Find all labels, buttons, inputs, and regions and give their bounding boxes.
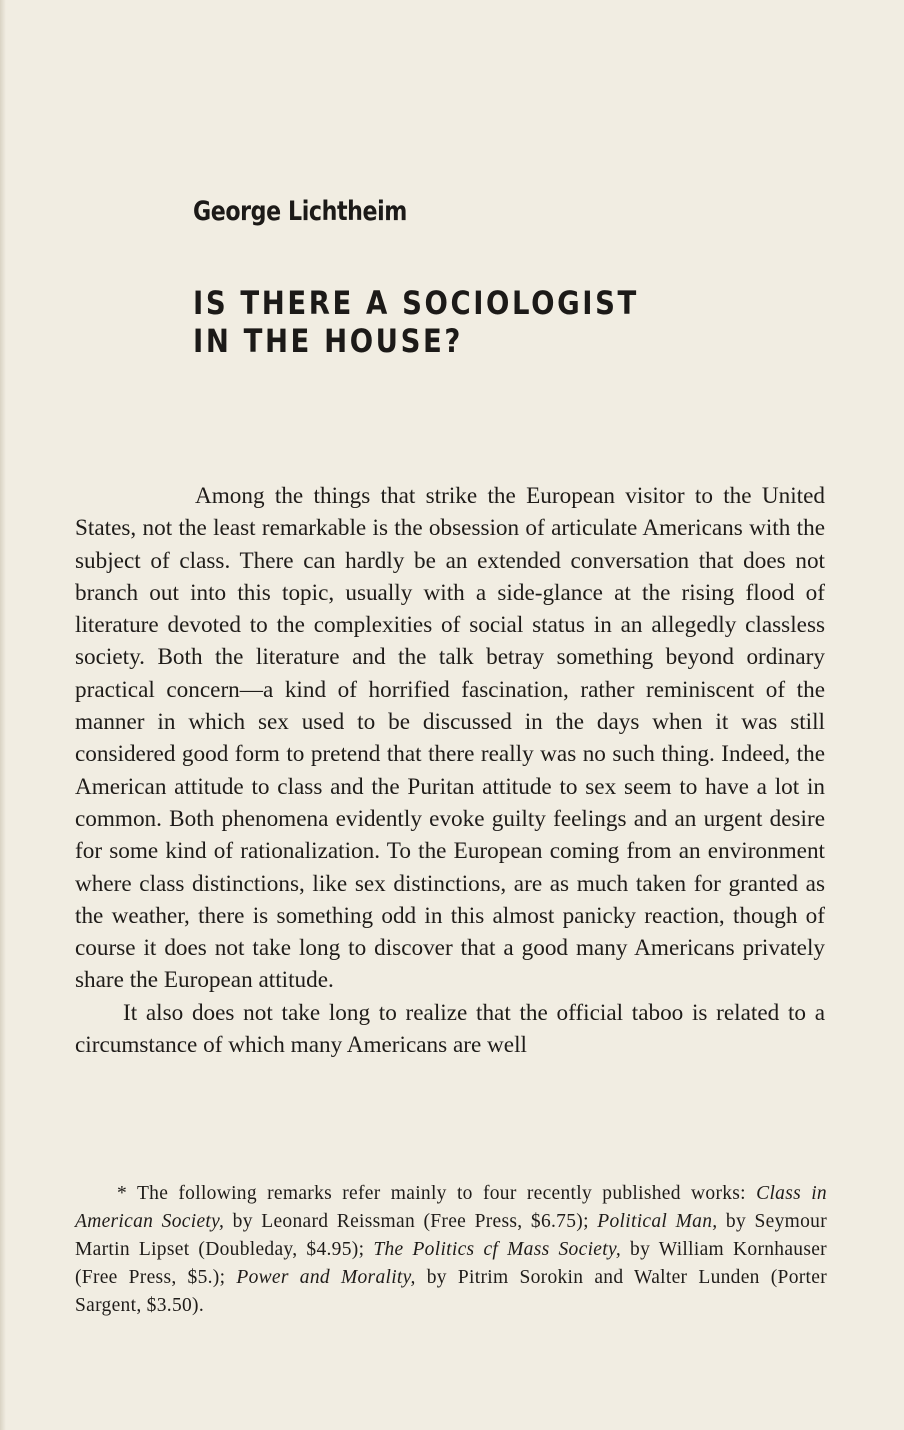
footnote-work-details: by Seymour Martin Lipset (Doubleday, $4.95);: [75, 1211, 828, 1260]
footnote-text: [75, 1180, 827, 1320]
footnote-work-title: Power and Morality,: [236, 1267, 416, 1288]
article-title: [193, 284, 639, 360]
footnote-intro: The following remarks refer mainly to four recently published works:: [136, 1183, 746, 1204]
body-paragraph-2: It also does not take long to realize that the official taboo is related to a circumstance of which many Americans are well: [75, 999, 825, 1059]
footnote-work-details: by Leonard Reissman (Free Press, $6.75);: [232, 1211, 589, 1232]
footnote-work-details: by Pitrim Sorokin and Walter Lunden (Porter Sargent, $3.50).: [75, 1267, 828, 1316]
footnote-work-title: Class in American Society,: [75, 1183, 827, 1232]
body-paragraph-1: Among the things that strike the European visitor to the United States, not the least remarkable is the obsession of articulate Americans with the subject of class. There can hardly be an extended conversation that does not branch out into this topic, usually with a side-glance at the rising flood of literature devoted to the complexities of social status in an allegedly classless society. Both the literature and the talk betray something beyond ordinary practical concern—a kind of horrified fascination, rather reminiscent of the manner in which sex used to be discussed in the days when it was still considered good form to pretend that there really was no such thing. Indeed, the American attitude to class and the Puritan attitude to sex seem to have a lot in common. Both phenomena evidently evoke guilty feelings and an urgent desire for some kind of rationalization. To the European coming from an environment where class distinctions, like sex distinctions, are as much taken for granted as the weather, there is something odd in this almost panicky reaction, though of course it does not take long to discover that a good many Americans privately share the European attitude.: [75, 483, 825, 994]
author-name: George Lichtheim: [193, 196, 407, 227]
footnote-work-title: The Politics cf Mass Society,: [373, 1239, 622, 1260]
footnote-work-details: by William Kornhauser (Free Press, $5.);: [75, 1239, 827, 1288]
article-body: [75, 480, 825, 1061]
page-binding-edge: [0, 0, 6, 1430]
footnote: [75, 1180, 827, 1320]
title-line-2: IN THE HOUSE?: [193, 322, 463, 360]
footnote-work-title: Political Man,: [597, 1211, 718, 1232]
footnote-marker: *: [117, 1183, 128, 1204]
title-line-1: IS THERE A SOCIOLOGIST: [193, 284, 639, 322]
